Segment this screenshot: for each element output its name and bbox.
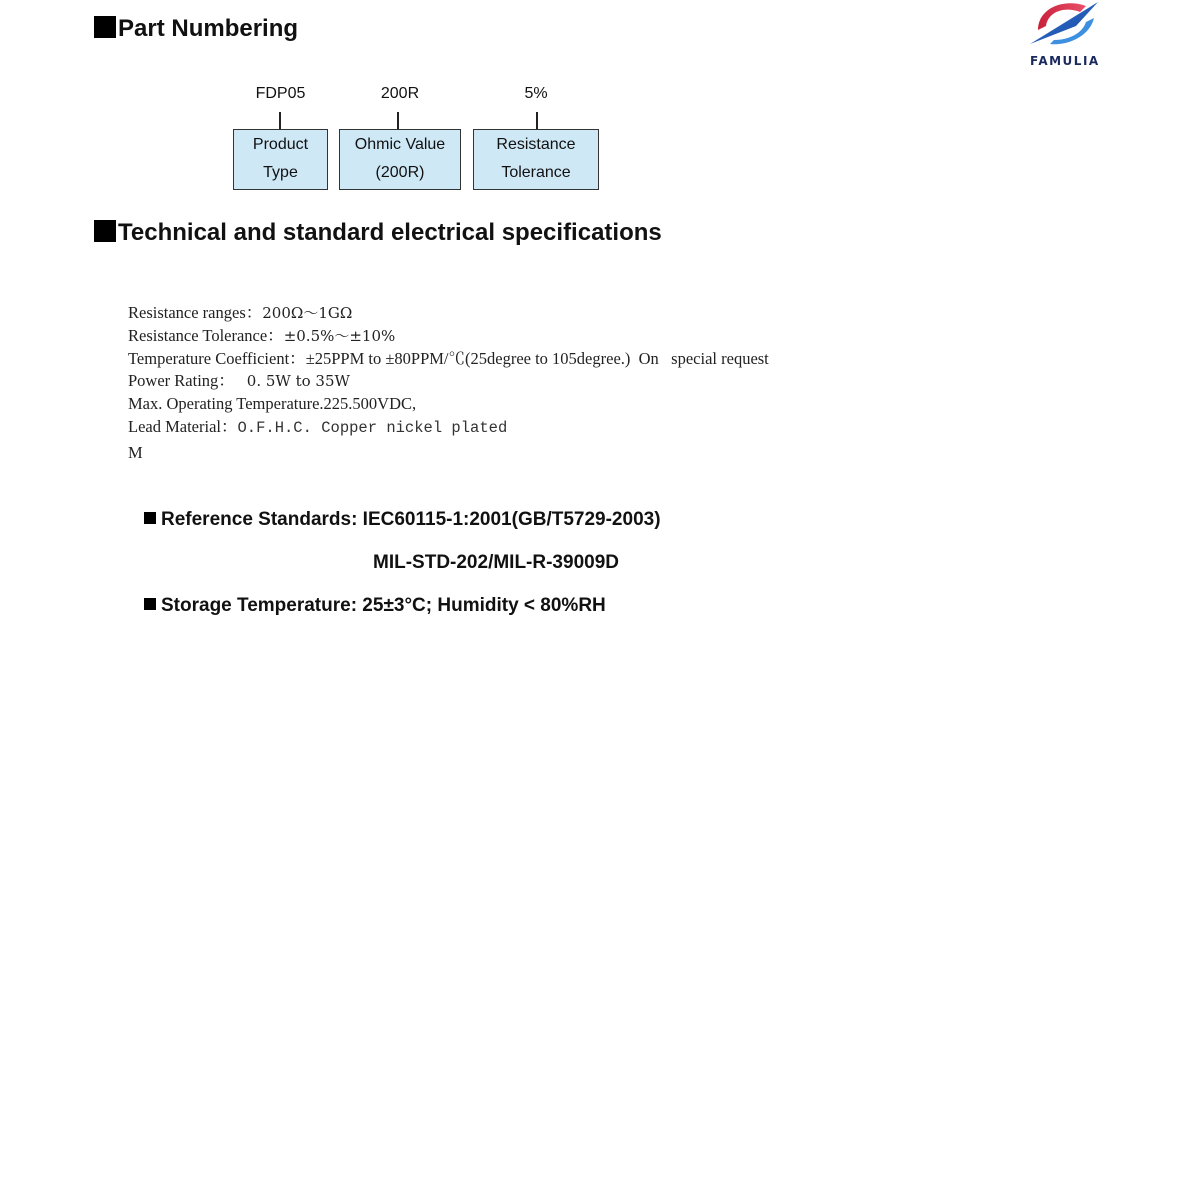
spec-label: Lead Material：: [128, 416, 238, 436]
spec-max-operating-temperature: Max. Operating Temperature.225.500VDC,: [128, 394, 417, 414]
spec-label: Resistance Tolerance：: [128, 325, 284, 345]
field-label-line2: Tolerance: [501, 164, 571, 181]
brand-name: FAMULIA: [1030, 54, 1100, 68]
famulia-logo-icon: [1024, 0, 1110, 52]
part-code-tolerance: 5%: [524, 85, 548, 102]
bullet-square-icon: [144, 598, 156, 610]
specs-heading: [94, 219, 662, 247]
field-box-product-type: [233, 129, 328, 190]
spec-extra-line: M: [128, 442, 143, 462]
spec-list: [128, 302, 769, 465]
storage-temperature: [144, 595, 606, 617]
company-logo: [1024, 0, 1110, 72]
heading-square-icon: [94, 220, 116, 242]
part-numbering-title: Part Numbering: [118, 15, 299, 42]
field-label-line1: Resistance: [496, 136, 576, 153]
reference-standards-line2: MIL-STD-202/MIL-R-39009D: [373, 552, 619, 573]
bullet-square-icon: [144, 512, 156, 524]
field-label-line2: (200R): [375, 164, 425, 181]
spec-value: 200Ω～1GΩ: [262, 304, 353, 322]
part-code-product-type: FDP05: [255, 85, 306, 102]
connector-line: [397, 112, 399, 129]
field-label-line1: Ohmic Value: [354, 136, 446, 153]
field-label-line2: Type: [263, 164, 298, 181]
spec-value: ±25PPM to ±80PPM/℃(25degree to 105degree.) On special request: [305, 348, 769, 368]
spec-label: Resistance ranges：: [128, 303, 263, 322]
reference-standards-text: Reference Standards: IEC60115-1:2001(GB/T5729-2003): [161, 509, 661, 530]
field-label-line1: Product: [252, 136, 309, 153]
heading-square-icon: [94, 16, 116, 38]
spec-power-rating: [128, 370, 769, 393]
part-code-ohmic-value: 200R: [380, 85, 420, 102]
spec-lead-material: [128, 416, 769, 440]
spec-temperature-coefficient: [128, 348, 769, 371]
reference-standards: [144, 509, 661, 531]
specs-title: Technical and standard electrical specifications: [118, 219, 662, 246]
spec-value: ±0.5%～±10%: [283, 326, 396, 345]
spec-resistance-ranges: [128, 302, 769, 325]
connector-line: [279, 112, 281, 129]
connector-line: [536, 112, 538, 129]
spec-resistance-tolerance: [128, 325, 769, 348]
storage-temperature-text: Storage Temperature: 25±3°C; Humidity < 80%RH: [161, 595, 606, 616]
spec-label: Power Rating：: [128, 371, 235, 391]
spec-label: Temperature Coefficient：: [128, 348, 306, 368]
spec-value: 0. 5W to 35W: [246, 372, 350, 391]
part-numbering-heading: [94, 15, 298, 43]
spec-value: O.F.H.C. Copper nickel plated: [237, 418, 508, 437]
field-box-ohmic-value: [339, 129, 461, 190]
field-box-tolerance: [473, 129, 599, 190]
